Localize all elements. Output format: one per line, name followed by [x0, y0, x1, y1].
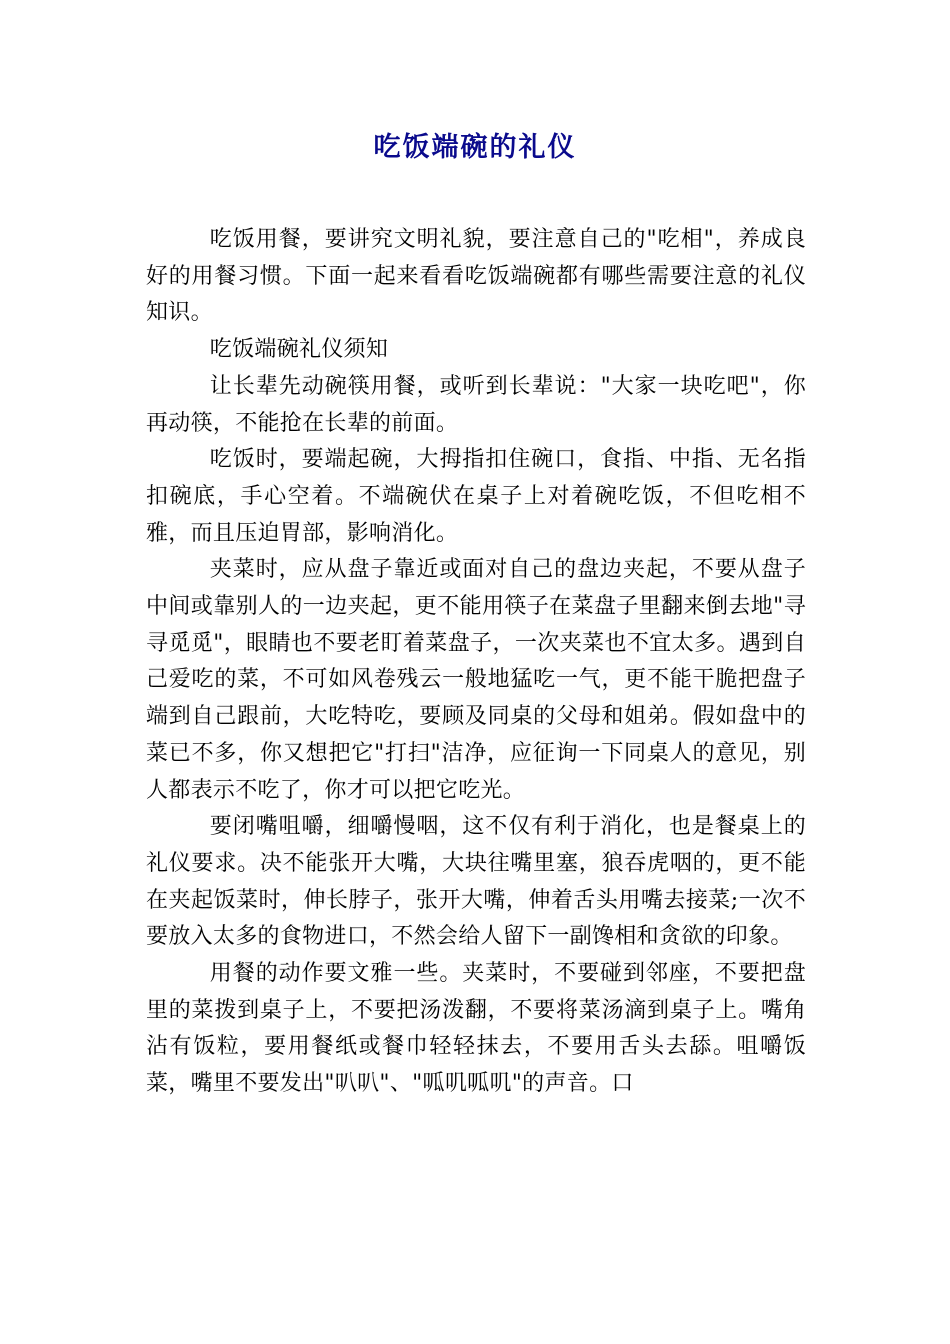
paragraph-hold-bowl: 吃饭时，要端起碗，大拇指扣住碗口，食指、中指、无名指扣碗底，手心空着。不端碗伏在桌子上对着碗吃饭，不但吃相不雅，而且压迫胃部，影响消化。	[146, 447, 806, 546]
paragraph-elders-first: 让长辈先动碗筷用餐，或听到长辈说："大家一块吃吧"，你再动筷，不能抢在长辈的前面。	[146, 373, 806, 436]
paragraph-picking-food: 夹菜时，应从盘子靠近或面对自己的盘边夹起，不要从盘子中间或靠别人的一边夹起，更不能用筷子在菜盘子里翻来倒去地"寻寻觅觅"，眼睛也不要老盯着菜盘子，一次夹菜也不宜太多。遇到自己爱吃的菜，不可如风卷残云一般地猛吃一气，更不能干脆把盘子端到自己跟前，大吃特吃，要顾及同桌的父母和姐弟。假如盘中的菜已不多，你又想把它"打扫"洁净，应征询一下同桌人的意见，别人都表示不吃了，你才可以把它吃光。	[146, 557, 806, 803]
document-body	[146, 222, 806, 1103]
paragraph-elegant-manners: 用餐的动作要文雅一些。夹菜时，不要碰到邻座，不要把盘里的菜拨到桌子上，不要把汤泼翻，不要将菜汤滴到桌子上。嘴角沾有饭粒，要用餐纸或餐巾轻轻抹去，不要用舌头去舔。咀嚼饭菜，嘴里不要发出"叭叭"、"呱叽呱叽"的声音。口	[146, 961, 806, 1097]
paragraph-chewing: 要闭嘴咀嚼，细嚼慢咽，这不仅有利于消化，也是餐桌上的礼仪要求。决不能张开大嘴，大块往嘴里塞，狼吞虎咽的，更不能在夹起饭菜时，伸长脖子，张开大嘴，伸着舌头用嘴去接菜;一次不要放入太多的食物进口，不然会给人留下一副馋相和贪欲的印象。	[146, 814, 806, 950]
section-heading: 吃饭端碗礼仪须知	[209, 337, 389, 363]
document-title: 吃饭端碗的礼仪	[373, 132, 577, 163]
paragraph-intro: 吃饭用餐，要讲究文明礼貌，要注意自己的"吃相"，养成良好的用餐习惯。下面一起来看看吃饭端碗都有哪些需要注意的礼仪知识。	[146, 227, 806, 326]
